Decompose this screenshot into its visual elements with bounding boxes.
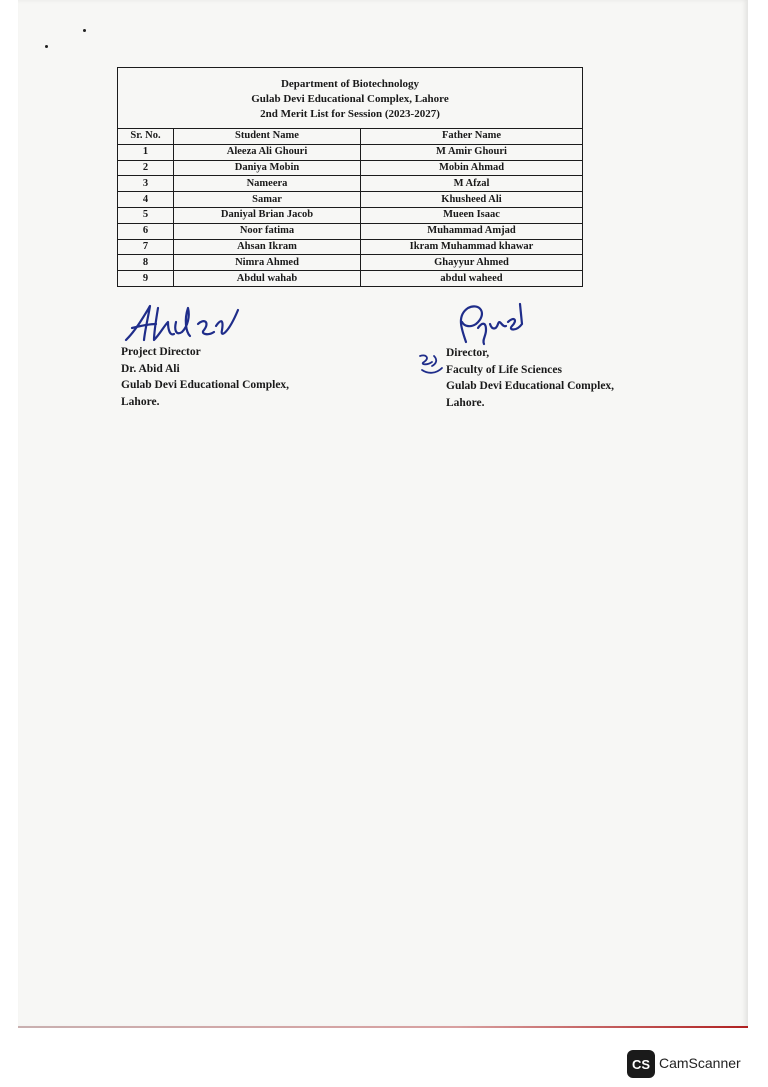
project-director-name: Dr. Abid Ali xyxy=(121,362,180,375)
sr-cell: 8 xyxy=(118,255,174,271)
student-name-cell: Nameera xyxy=(174,176,361,192)
father-name-cell: M Afzal xyxy=(361,176,583,192)
department-title: Department of Biotechnology xyxy=(280,77,420,90)
camscanner-logo-icon: CS xyxy=(627,1050,655,1078)
sr-cell: 2 xyxy=(118,160,174,176)
student-name-cell: Nimra Ahmed xyxy=(174,255,361,271)
institution-title: Gulab Devi Educational Complex, Lahore xyxy=(251,92,449,105)
table-row xyxy=(118,207,583,223)
student-name-cell: Aleeza Ali Ghouri xyxy=(174,144,361,160)
father-name-cell: Muhammad Amjad xyxy=(361,223,583,239)
director-faculty: Faculty of Life Sciences xyxy=(446,363,562,376)
project-director-block xyxy=(121,344,289,410)
sr-cell: 9 xyxy=(118,271,174,287)
director-signature xyxy=(452,300,528,348)
merit-list-table xyxy=(117,67,583,287)
page-edge xyxy=(18,1026,748,1028)
project-director-title: Project Director xyxy=(121,346,201,358)
column-header-row xyxy=(118,129,583,145)
student-name-cell: Daniya Mobin xyxy=(174,160,361,176)
director-institution: Gulab Devi Educational Complex, xyxy=(446,380,615,392)
student-name-cell: Abdul wahab xyxy=(174,271,361,287)
sr-cell: 4 xyxy=(118,192,174,208)
table-row xyxy=(118,239,583,255)
initials-mark xyxy=(416,352,446,378)
column-header-father: Father Name xyxy=(361,129,583,145)
speck-mark xyxy=(83,29,86,32)
sr-cell: 7 xyxy=(118,239,174,255)
student-name-cell: Noor fatima xyxy=(174,223,361,239)
student-name-cell: Samar xyxy=(174,192,361,208)
father-name-cell: abdul waheed xyxy=(361,271,583,287)
merit-list-title: 2nd Merit List for Session (2023-2027) xyxy=(260,107,440,120)
sr-cell: 5 xyxy=(118,207,174,223)
table-row xyxy=(118,192,583,208)
column-header-student: Student Name xyxy=(174,129,361,145)
director-block xyxy=(446,345,614,411)
father-name-cell: Mobin Ahmad xyxy=(361,160,583,176)
sr-cell: 6 xyxy=(118,223,174,239)
project-director-institution: Gulab Devi Educational Complex, xyxy=(121,379,290,391)
table-row xyxy=(118,223,583,239)
table-row xyxy=(118,255,583,271)
project-director-signature xyxy=(118,300,248,348)
student-name-cell: Ahsan Ikram xyxy=(174,239,361,255)
table-row xyxy=(118,160,583,176)
table-row xyxy=(118,144,583,160)
table-row xyxy=(118,176,583,192)
sr-cell: 1 xyxy=(118,144,174,160)
father-name-cell: Khusheed Ali xyxy=(361,192,583,208)
camscanner-label: CamScanner xyxy=(659,1055,741,1071)
student-name-cell: Daniyal Brian Jacob xyxy=(174,207,361,223)
sr-cell: 3 xyxy=(118,176,174,192)
table-row xyxy=(118,271,583,287)
table-heading xyxy=(118,68,583,129)
father-name-cell: M Amir Ghouri xyxy=(361,144,583,160)
project-director-city: Lahore. xyxy=(121,395,160,408)
director-title: Director, xyxy=(446,347,490,359)
father-name-cell: Ikram Muhammad khawar xyxy=(361,239,583,255)
column-header-sr: Sr. No. xyxy=(118,129,174,145)
father-name-cell: Ghayyur Ahmed xyxy=(361,255,583,271)
director-city: Lahore. xyxy=(446,396,485,409)
father-name-cell: Mueen Isaac xyxy=(361,207,583,223)
speck-mark xyxy=(45,45,48,48)
